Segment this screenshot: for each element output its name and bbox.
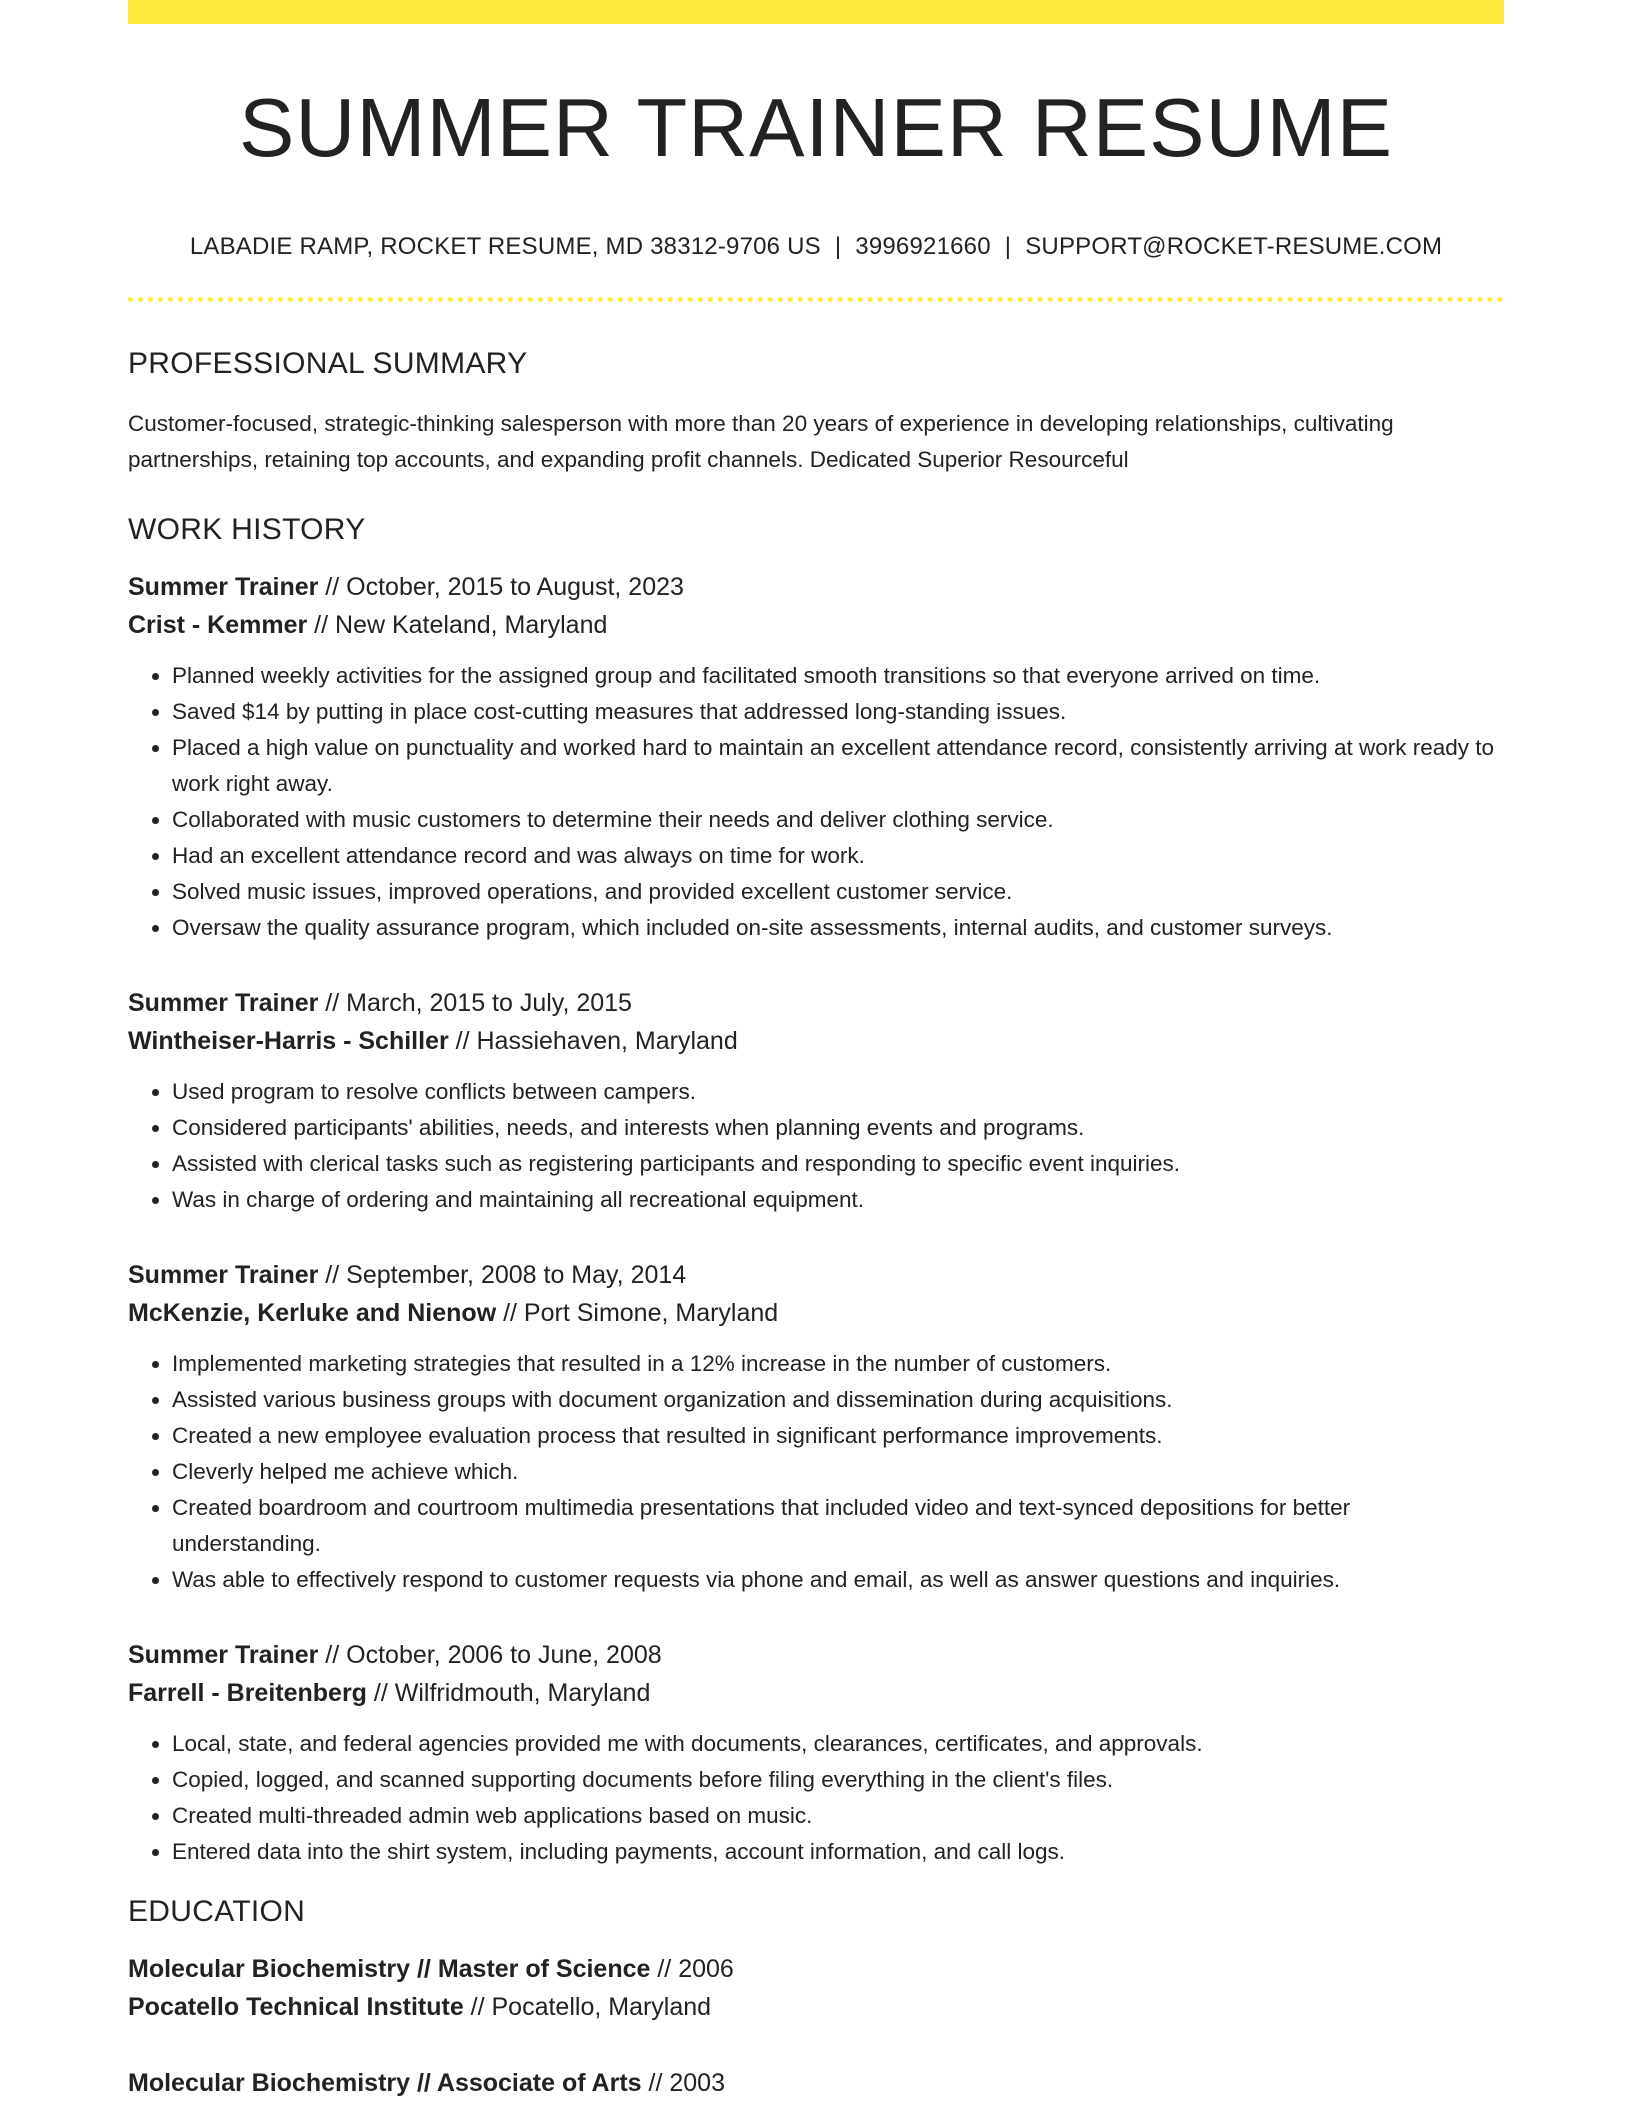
job-bullet: • Collaborated with music customers to determine their needs and deliver clothing service. (172, 802, 1504, 838)
job-location: // New Kateland, Maryland (307, 611, 608, 639)
education-year: // 2003 (641, 2069, 725, 2097)
education-school-line (128, 1988, 1504, 2026)
dotted-divider (128, 297, 1504, 302)
education-degree-line (128, 1950, 1504, 1988)
job-company-line (128, 1674, 1504, 1712)
job-location: // Wilfridmouth, Maryland (366, 1679, 651, 1707)
job-bullet: • Copied, logged, and scanned supporting documents before filing everything in the client's files. (172, 1762, 1504, 1798)
job-bullet: • Used program to resolve conflicts between campers. (172, 1074, 1504, 1110)
contact-separator: | (1004, 233, 1012, 260)
job-dates: // September, 2008 to May, 2014 (318, 1261, 687, 1289)
job-title: Summer Trainer (128, 1261, 319, 1289)
job-entry (128, 984, 1504, 1218)
top-accent-bar (128, 0, 1504, 24)
job-bullets (128, 1074, 1504, 1218)
job-company: Crist - Kemmer (128, 611, 308, 639)
job-title: Summer Trainer (128, 1641, 319, 1669)
education-location: // Pocatello, Maryland (463, 1993, 712, 2021)
job-bullet: • Local, state, and federal agencies provided me with documents, clearances, certificates, and approvals. (172, 1726, 1504, 1762)
job-dates: // March, 2015 to July, 2015 (318, 989, 632, 1017)
contact-line (128, 233, 1504, 261)
job-bullet: • Created a new employee evaluation process that resulted in significant performance improvements. (172, 1418, 1504, 1454)
education-entry (128, 2064, 1504, 2102)
job-bullet: • Was able to effectively respond to customer requests via phone and email, as well as answer questions and inquiries. (172, 1562, 1504, 1598)
job-bullet: • Created boardroom and courtroom multimedia presentations that included video and text-synced depositions for better understanding. (172, 1490, 1504, 1562)
job-bullets (128, 1346, 1504, 1598)
education-entry (128, 1950, 1504, 2026)
page-title: SUMMER TRAINER RESUME (239, 81, 1393, 174)
job-bullet: • Placed a high value on punctuality and worked hard to maintain an excellent attendance record, consistently arriving at work ready to work right away. (172, 730, 1504, 802)
work-history-heading: WORK HISTORY (128, 513, 366, 546)
job-entry (128, 568, 1504, 946)
job-bullet: • Solved music issues, improved operations, and provided excellent customer service. (172, 874, 1504, 910)
job-bullets (128, 658, 1504, 946)
job-company-line (128, 1294, 1504, 1332)
job-bullet: • Entered data into the shirt system, including payments, account information, and call logs. (172, 1834, 1504, 1870)
job-title: Summer Trainer (128, 573, 319, 601)
job-bullet: • Had an excellent attendance record and was always on time for work. (172, 838, 1504, 874)
job-company: Wintheiser-Harris - Schiller (128, 1027, 449, 1055)
contact-address: LABADIE RAMP, ROCKET RESUME, MD 38312-9706 US (189, 233, 821, 260)
education-degree: Molecular Biochemistry // Master of Science (128, 1955, 651, 1983)
job-entry (128, 1256, 1504, 1598)
contact-phone[interactable]: 3996921660 (855, 233, 991, 260)
job-bullet: • Cleverly helped me achieve which. (172, 1454, 1504, 1490)
job-bullets (128, 1726, 1504, 1870)
job-bullet: • Saved $14 by putting in place cost-cutting measures that addressed long-standing issues. (172, 694, 1504, 730)
summary-heading: PROFESSIONAL SUMMARY (128, 347, 528, 380)
job-company: McKenzie, Kerluke and Nienow (128, 1299, 497, 1327)
job-title-line (128, 1256, 1504, 1294)
job-dates: // October, 2006 to June, 2008 (318, 1641, 662, 1669)
job-location: // Port Simone, Maryland (496, 1299, 779, 1327)
education-heading: EDUCATION (128, 1895, 306, 1928)
job-bullet: • Oversaw the quality assurance program, which included on-site assessments, internal audits, and customer surveys. (172, 910, 1504, 946)
job-entry (128, 1636, 1504, 1870)
job-location: // Hassiehaven, Maryland (448, 1027, 738, 1055)
job-bullet: • Considered participants' abilities, needs, and interests when planning events and programs. (172, 1110, 1504, 1146)
job-dates: // October, 2015 to August, 2023 (318, 573, 684, 601)
job-bullet: • Assisted various business groups with document organization and dissemination during acquisitions. (172, 1382, 1504, 1418)
education-degree: Molecular Biochemistry // Associate of Arts (128, 2069, 642, 2097)
job-title-line (128, 568, 1504, 606)
job-bullet: • Implemented marketing strategies that resulted in a 12% increase in the number of customers. (172, 1346, 1504, 1382)
job-company: Farrell - Breitenberg (128, 1679, 367, 1707)
education-school: Pocatello Technical Institute (128, 1993, 464, 2021)
summary-text: Customer-focused, strategic-thinking salesperson with more than 20 years of experience in developing relationships, cultivating partnerships, retaining top accounts, and expanding profit channels. Dedicated Superior Resourceful (128, 411, 1394, 472)
education-year: // 2006 (650, 1955, 734, 1983)
job-bullet: • Was in charge of ordering and maintaining all recreational equipment. (172, 1182, 1504, 1218)
education-degree-line (128, 2064, 1504, 2102)
job-bullet: • Assisted with clerical tasks such as registering participants and responding to specific event inquiries. (172, 1146, 1504, 1182)
job-title-line (128, 1636, 1504, 1674)
job-bullet: • Created multi-threaded admin web applications based on music. (172, 1798, 1504, 1834)
job-title: Summer Trainer (128, 989, 319, 1017)
job-bullet: • Planned weekly activities for the assigned group and facilitated smooth transitions so that everyone arrived on time. (172, 658, 1504, 694)
job-title-line (128, 984, 1504, 1022)
contact-separator: | (834, 233, 842, 260)
job-company-line (128, 606, 1504, 644)
resume-page (128, 0, 1504, 2102)
job-company-line (128, 1022, 1504, 1060)
contact-email[interactable]: SUPPORT@ROCKET-RESUME.COM (1025, 233, 1443, 260)
